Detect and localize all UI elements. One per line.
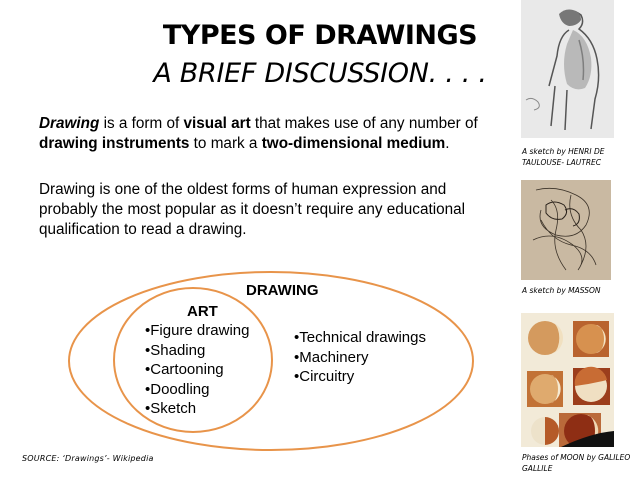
- list-item: •Sketch: [145, 400, 197, 417]
- list-item: •Doodling: [145, 380, 210, 398]
- list-item: •Shading: [145, 341, 206, 359]
- caption-masson: A sketch by MASSON: [522, 286, 601, 295]
- list-item: •Figure drawing: [145, 322, 250, 339]
- list-item: •Cartooning: [145, 361, 224, 378]
- lautrec-sketch-image: [521, 0, 614, 138]
- slide-subtitle: A BRIEF DISCUSSION. . . .: [153, 58, 487, 89]
- definition-paragraph: Drawing is a form of visual art that makes use of any number of drawing instruments to mark a two-dimensional medium.: [39, 115, 478, 152]
- history-paragraph: Drawing is one of the oldest forms of human expression and probably the most popular as it doesn’t require any educational qualification to read a drawing.: [39, 181, 466, 238]
- venn-label-art: ART: [187, 303, 218, 320]
- drawing-list: [294, 328, 426, 387]
- list-item: •Technical drawings: [294, 329, 426, 346]
- slide-title: TYPES OF DRAWINGS: [162, 20, 478, 51]
- caption-galileo: Phases of MOON by GALILEO GALLILE: [522, 453, 631, 473]
- venn-label-drawing: DRAWING: [246, 282, 319, 299]
- list-item: •Circuitry: [294, 368, 355, 385]
- term-drawing: Drawing: [39, 115, 100, 132]
- caption-lautrec: A sketch by HENRI DE TAULOUSE- LAUTREC: [522, 147, 605, 167]
- source-note: SOURCE: ‘Drawings’- Wikipedia: [22, 454, 154, 463]
- galileo-moon-phases-image: [521, 313, 614, 447]
- masson-sketch-image: [521, 180, 611, 280]
- art-list: [145, 321, 249, 419]
- list-item: •Machinery: [294, 348, 369, 366]
